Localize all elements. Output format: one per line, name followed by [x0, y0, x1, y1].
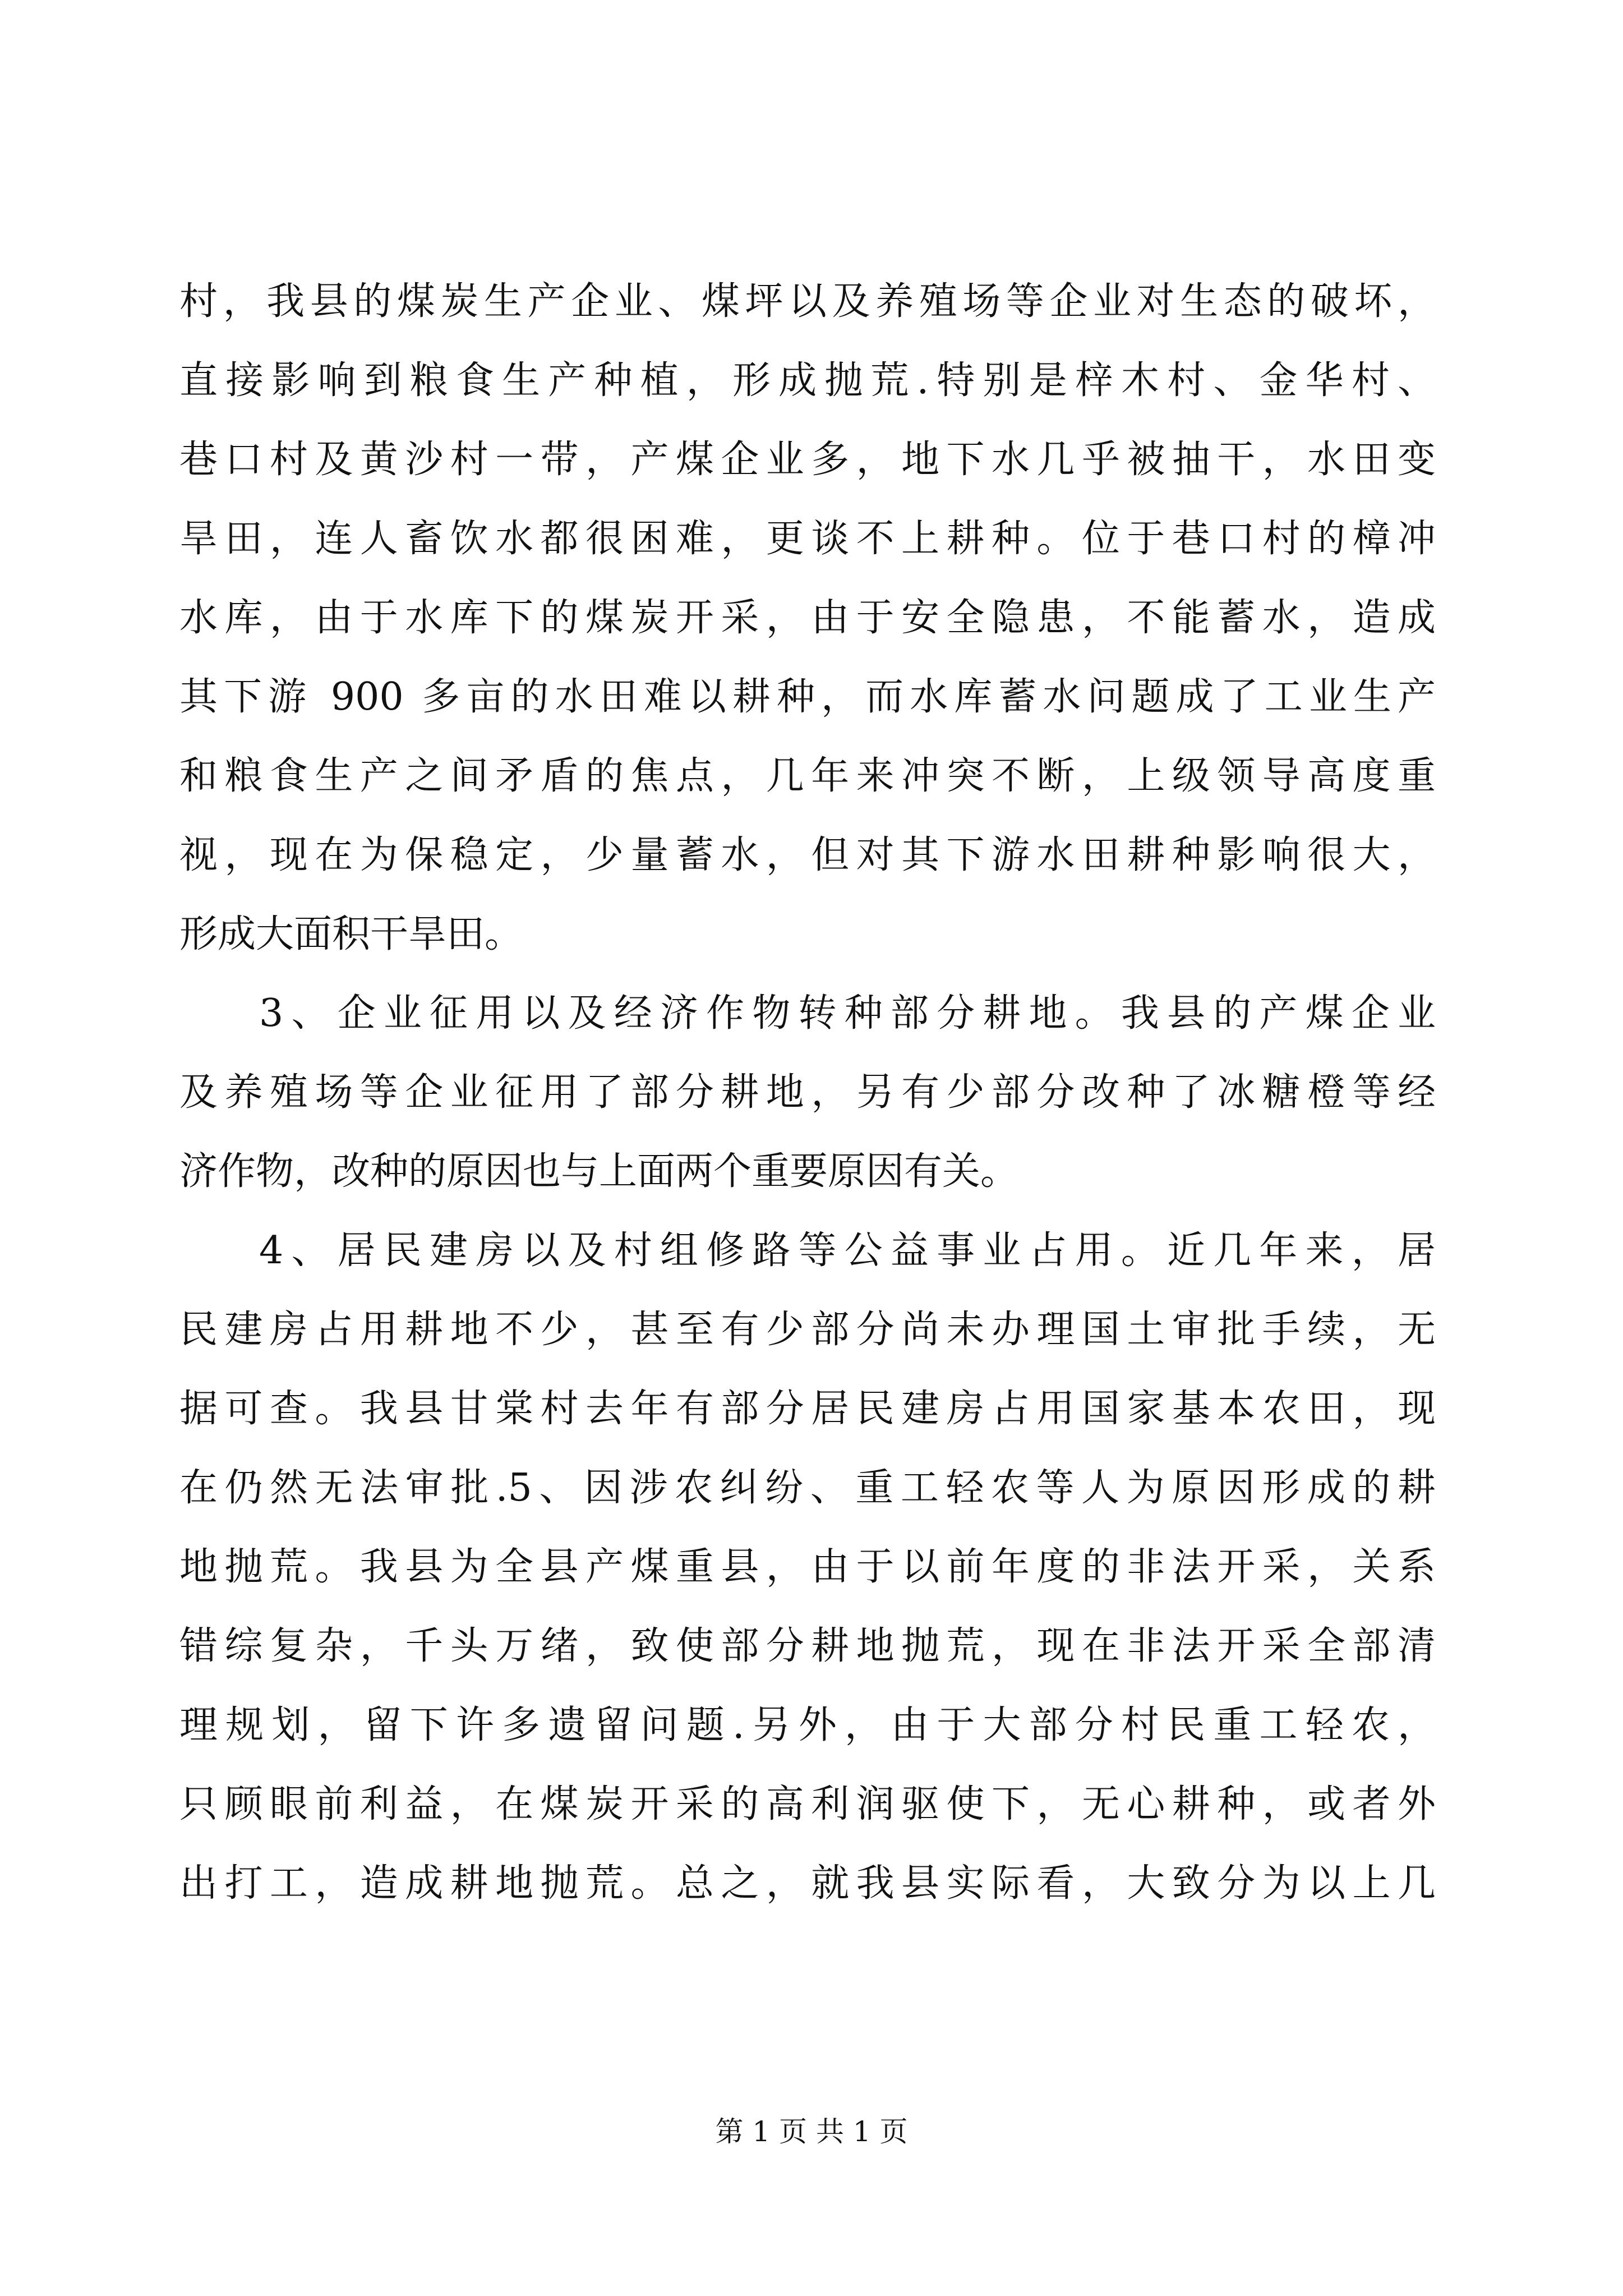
- text-line: 及养殖场等企业征用了部分耕地，另有少部分改种了冰糖橙等经: [179, 1070, 1436, 1115]
- text-line: 村，我县的煤炭生产企业、煤坪以及养殖场等企业对生态的破坏，: [179, 279, 1436, 324]
- page-footer: 第 1 页 共 1 页: [715, 2115, 908, 2148]
- text-line: 民建房占用耕地不少，甚至有少部分尚未办理国土审批手续，无: [179, 1308, 1436, 1352]
- text-line: 其下游 900 多亩的水田难以耕种，而水库蓄水问题成了工业生产: [179, 675, 1436, 719]
- paragraph-3-first-line: 3、企业征用以及经济作物转种部分耕地。我县的产煤企业: [259, 991, 1436, 1036]
- text-line: 水库，由于水库下的煤炭开采，由于安全隐患，不能蓄水，造成: [179, 596, 1436, 640]
- text-line: 济作物，改种的原因也与上面两个重要原因有关。: [179, 1149, 1019, 1194]
- text-line: 旱田，连人畜饮水都很困难，更谈不上耕种。位于巷口村的樟冲: [179, 517, 1436, 561]
- text-line: 错综复杂，千头万绪，致使部分耕地抛荒，现在非法开采全部清: [179, 1624, 1436, 1668]
- text-line: 地抛荒。我县为全县产煤重县，由于以前年度的非法开采，关系: [179, 1545, 1436, 1589]
- paragraph-4-first-line: 4、居民建房以及村组修路等公益事业占用。近几年来，居: [259, 1228, 1436, 1273]
- text-line: 据可查。我县甘棠村去年有部分居民建房占用国家基本农田，现: [179, 1387, 1436, 1431]
- text-line: 视，现在为保稳定，少量蓄水，但对其下游水田耕种影响很大，: [179, 833, 1436, 877]
- text-line: 直接影响到粮食生产种植，形成抛荒.特别是梓木村、金华村、: [179, 358, 1436, 403]
- text-line: 在仍然无法审批.5、因涉农纠纷、重工轻农等人为原因形成的耕: [179, 1466, 1436, 1510]
- text-line: 理规划，留下许多遗留问题.另外，由于大部分村民重工轻农，: [179, 1703, 1436, 1747]
- text-line: 出打工，造成耕地抛荒。总之，就我县实际看，大致分为以上几: [179, 1861, 1436, 1906]
- text-line: 巷口村及黄沙村一带，产煤企业多，地下水几乎被抽干，水田变: [179, 438, 1436, 482]
- text-line: 形成大面积干旱田。: [179, 912, 523, 956]
- text-line: 只顾眼前利益，在煤炭开采的高利润驱使下，无心耕种，或者外: [179, 1782, 1436, 1826]
- text-line: 和粮食生产之间矛盾的焦点，几年来冲突不断，上级领导高度重: [179, 754, 1436, 798]
